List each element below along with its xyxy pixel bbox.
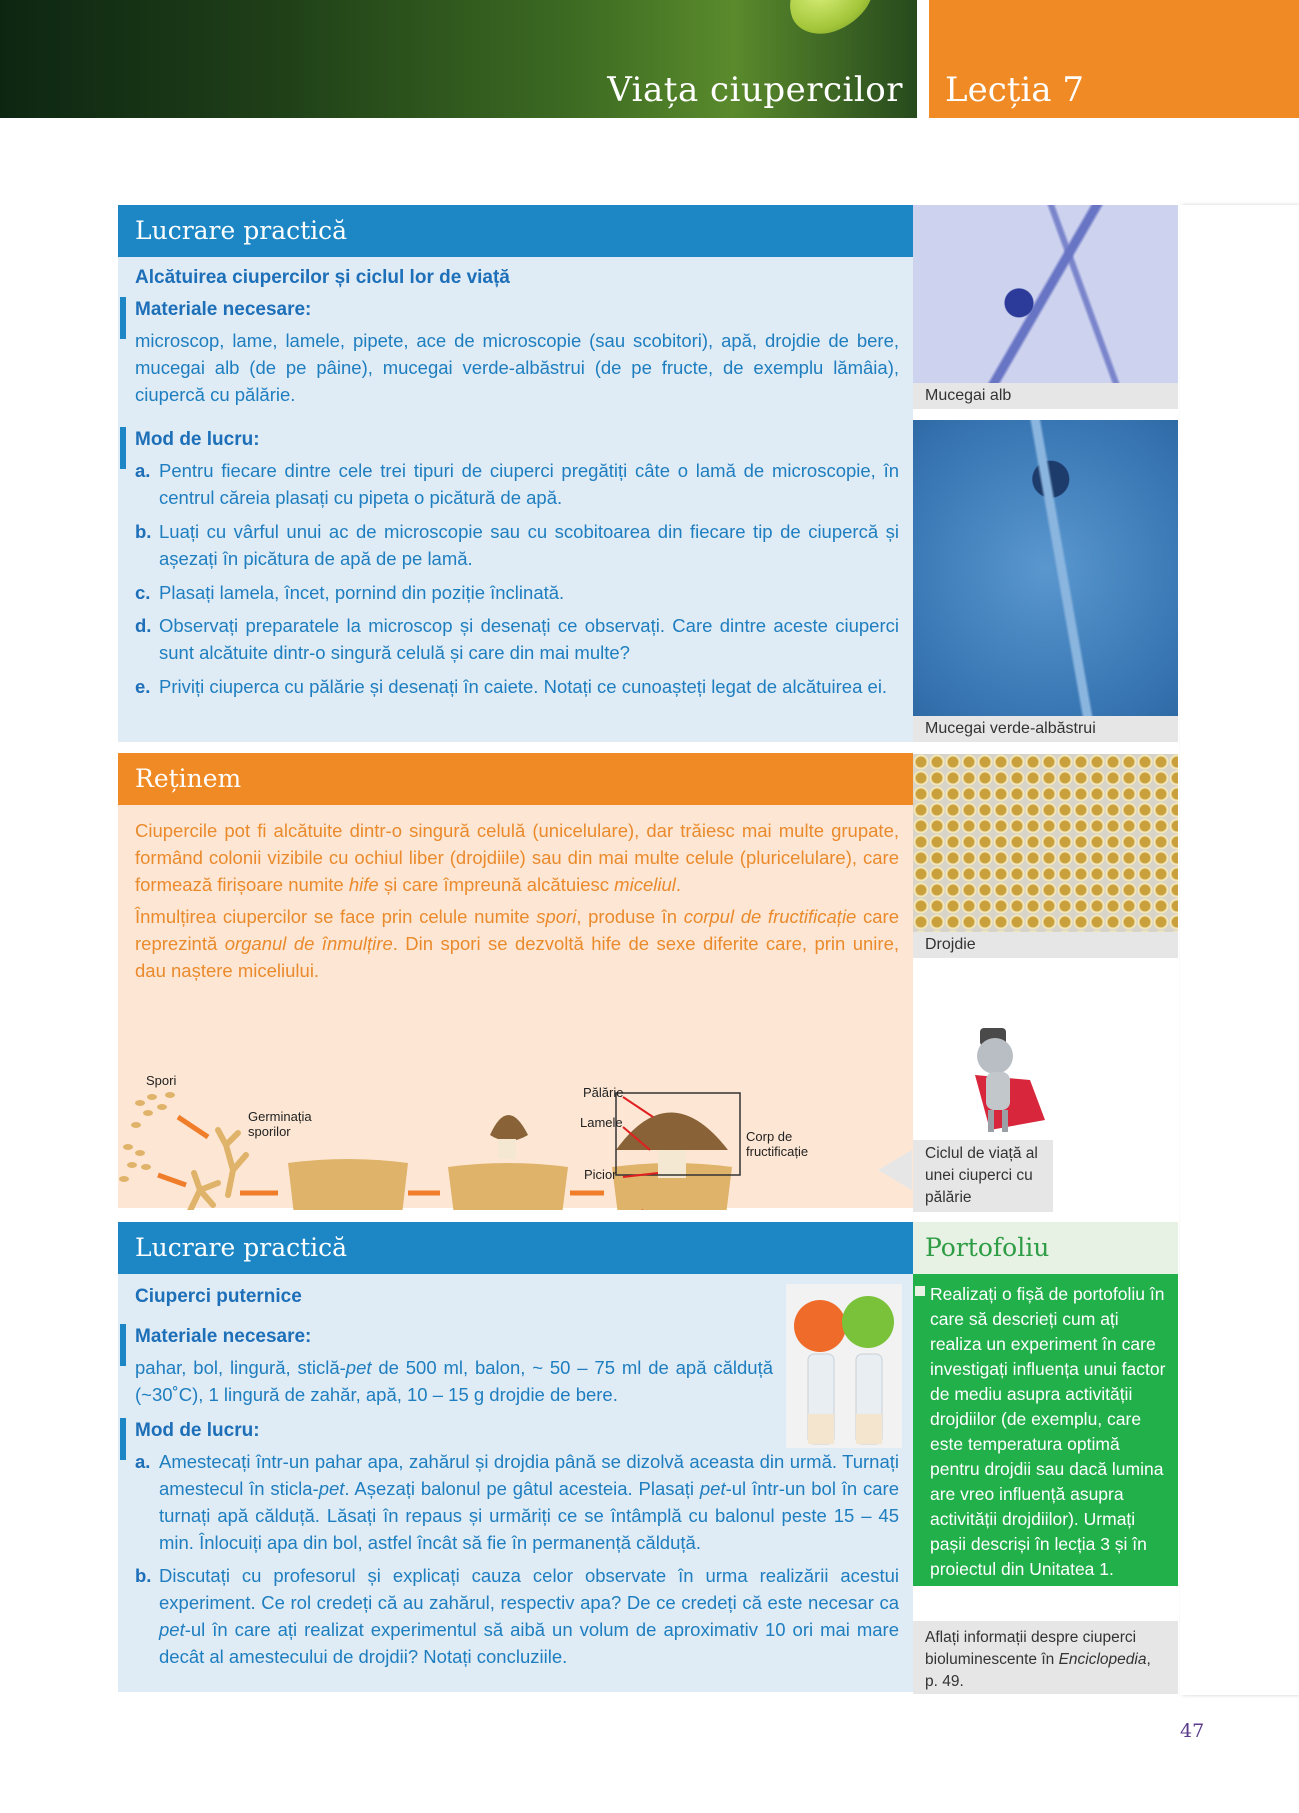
encyclopedia-note: Aflați informații despre ciuperci bioluminescente în Enciclopedia, p. 49. xyxy=(913,1621,1178,1694)
adult-mushroom-stem xyxy=(658,1150,686,1178)
step-a-2 xyxy=(135,1448,899,1556)
fruiting-soil xyxy=(448,1163,568,1210)
materials-text-1: microscop, lame, lamele, pipete, ace de microscopie (sau scobitori), apă, drojdie de bere, mucegai alb (de pe pâine), mucegai verde-albăstrui (de pe fructe, de exemplu lămâia), ciupercă cu pălărie. xyxy=(135,330,899,405)
step-letter: b. xyxy=(135,521,152,542)
arrow xyxy=(158,1175,186,1185)
practical-subtitle-2: Ciuperci puternice xyxy=(135,1286,302,1307)
practical-head-2: Lucrare practică xyxy=(118,1222,913,1274)
step-d xyxy=(135,612,899,666)
label-cap: Pălărie xyxy=(583,1085,624,1100)
photo-yeast xyxy=(913,754,1178,958)
step-e xyxy=(135,673,899,700)
chapter-banner xyxy=(0,0,917,118)
remember-head: Reținem xyxy=(118,753,913,805)
step-letter: a. xyxy=(135,1451,151,1472)
photo-caption: Drojdie xyxy=(913,932,1178,958)
cycle-caption: Ciclul de viață al unei ciuperci cu pălărie xyxy=(913,1140,1053,1212)
chapter-title: Viața ciupercilor xyxy=(607,70,903,110)
life-cycle-diagram xyxy=(118,1055,913,1210)
adult-mushroom-cap xyxy=(616,1113,728,1151)
lesson-title: Lecția 7 xyxy=(945,70,1084,110)
practical-head-1: Lucrare practică xyxy=(118,205,913,257)
balloon-experiment-photo xyxy=(786,1284,902,1448)
step-text: Plasați lamela, încet, pornind din poziție înclinată. xyxy=(159,582,565,603)
step-text: Discutați cu profesorul și explicați cauza celor observate în urma realizării acestui experiment. Ce rol credeți că au zahărul, respectiv apa? De ce credeți că este necesar ca pet-ul în care ați realizat experimentul să aibă un volum de aproximativ 10 ori mai mare decât al amestecului de drojdii? Notați concluziile. xyxy=(159,1565,899,1667)
method-label-1: Mod de lucru: xyxy=(135,429,260,450)
white-mold-image xyxy=(913,205,1178,383)
photo-white-mold xyxy=(913,205,1178,409)
remember-paragraph-1: Ciupercile pot fi alcătuite dintr-o singură celulă (unicelulare), dar trăiesc mai multe grupate, formând colonii vizibile cu ochiul liber (drojdiile) sau din mai multe celule (pluricelulare), care formează firișoare numite hife și care împreună alcătuiesc miceliul. xyxy=(135,820,899,895)
practical-body-2 xyxy=(118,1274,913,1692)
step-b xyxy=(135,518,899,572)
photo-caption: Mucegai verde-albăstrui xyxy=(913,716,1178,742)
step-text: Luați cu vârful unui ac de microscopie sau cu scobitoarea din fiecare tip de ciupercă și așezați în picătura de apă de pe lamă. xyxy=(159,521,899,569)
step-text: Observați preparatele la microscop și desenați ce observați. Care dintre aceste ciuperci sunt alcătuite dintr-o singură celulă și care din mai multe? xyxy=(159,615,899,663)
practical-subtitle-1: Alcătuirea ciupercilor și ciclul lor de viață xyxy=(135,267,510,288)
label-gills: Lamele xyxy=(580,1115,623,1130)
step-letter: b. xyxy=(135,1565,152,1586)
step-letter: e. xyxy=(135,676,151,697)
spores-icon xyxy=(119,1092,175,1182)
step-letter: d. xyxy=(135,615,152,636)
step-text: Priviți ciuperca cu pălărie și desenați în caiete. Notați ce cunoașteți legat de alcătuirea ei. xyxy=(159,676,888,697)
yeast-image xyxy=(913,754,1178,932)
caption-pointer xyxy=(878,1150,912,1190)
practical-work-box-2 xyxy=(118,1222,913,1692)
practical-body-1 xyxy=(118,257,913,742)
portfolio-box xyxy=(913,1222,1178,1586)
robot-mascot-icon xyxy=(950,1020,1060,1140)
materials-label-2: Materiale necesare: xyxy=(135,1326,312,1347)
arrow xyxy=(178,1117,208,1137)
step-letter: c. xyxy=(135,582,151,603)
remember-body xyxy=(118,805,913,1208)
young-mushroom-cap xyxy=(490,1115,528,1141)
step-b-2 xyxy=(135,1562,899,1670)
section-bar xyxy=(120,1418,126,1460)
section-bar xyxy=(120,427,126,469)
lesson-banner xyxy=(929,0,1299,118)
label-fruiting-body-1: Corp de xyxy=(746,1129,793,1144)
label-fruiting-body-2: fructificație xyxy=(746,1144,809,1159)
page-number: 47 xyxy=(1180,1720,1205,1742)
section-bar xyxy=(120,1324,126,1366)
portfolio-body xyxy=(913,1274,1178,1586)
practical-work-box-1 xyxy=(118,205,913,742)
young-mushroom-stem xyxy=(498,1139,516,1159)
photo-caption: Mucegai alb xyxy=(913,383,1178,409)
step-letter: a. xyxy=(135,460,151,481)
label-germination-1: Germinația xyxy=(248,1109,312,1124)
bullet-square-icon xyxy=(915,1286,925,1296)
step-text: Pentru fiecare dintre cele trei tipuri de ciuperci pregătiți câte o lamă de microscopie, în centrul căreia plasați cu pipeta o picătură de apă. xyxy=(159,460,899,508)
materials-text-2: pahar, bol, lingură, sticlă-pet de 500 ml, balon, ~ 50 – 75 ml de apă călduță (~30˚C), 1 lingură de zahăr, apă, 10 – 15 g drojdie de bere. xyxy=(135,1357,773,1405)
step-c xyxy=(135,579,899,606)
section-bar xyxy=(120,297,126,339)
label-stem: Picior xyxy=(584,1167,617,1182)
step-text: Amestecați într-un pahar apa, zahărul și drojdia până se dizolvă aceasta din urmă. Turnați amestecul în sticla-pet. Așezați balonul pe gâtul acesteia. Plasați pet-ul într-un bol în care turnați apă călduță. Lăsați în repaus și urmăriți ce se întâmplă cu balonul peste 15 – 45 min. Înlocuiți apa din bol, astfel încât să fie în permanență călduță. xyxy=(159,1451,899,1553)
materials-label-1: Materiale necesare: xyxy=(135,299,312,320)
portfolio-head: Portofoliu xyxy=(913,1222,1178,1274)
method-label-2: Mod de lucru: xyxy=(135,1420,260,1441)
label-germination-2: sporilor xyxy=(248,1124,291,1139)
side-panel xyxy=(1180,205,1299,1695)
blue-green-mold-image xyxy=(913,420,1178,716)
mycelium-soil xyxy=(288,1159,408,1210)
photo-blue-green-mold xyxy=(913,420,1178,742)
remember-paragraph-2: Înmulțirea ciupercilor se face prin celule numite spori, produse în corpul de fructificație care reprezintă organul de înmulțire. Din spori se dezvoltă hife de sexe diferite care, prin unire, dau naștere miceliului. xyxy=(135,906,900,981)
label-spores: Spori xyxy=(146,1073,177,1088)
remember-box xyxy=(118,753,913,1208)
germinating-hyphae-icon xyxy=(188,1130,246,1210)
leaf-image xyxy=(778,0,887,43)
portfolio-text: Realizați o fișă de portofoliu în care să descrieți cum ați realiza un experiment în care investigați influența unui factor de mediu asupra activității drojdiilor (de exemplu, care este temperatura optimă pentru drojdii sau dacă lumina are vreo influență asupra activității drojdiilor). Urmați pașii descriși în lecția 3 și în proiectul din Unitatea 1. xyxy=(930,1284,1166,1579)
step-a xyxy=(135,457,899,511)
